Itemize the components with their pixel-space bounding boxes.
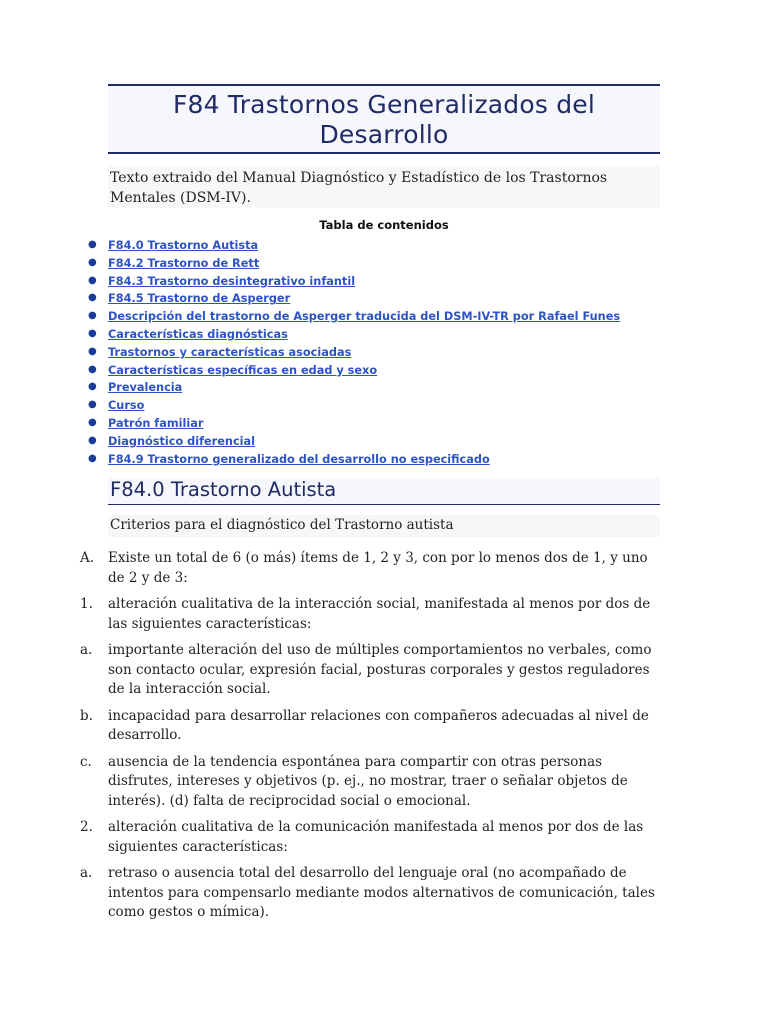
- toc-link-prevalencia[interactable]: Prevalencia: [108, 381, 183, 395]
- list-marker: A.: [80, 550, 95, 567]
- toc-link-trastorno-desintegrativo[interactable]: F84.3 Trastorno desintegrativo infantil: [108, 274, 356, 288]
- toc-item: [88, 432, 660, 450]
- toc-link-no-especificado[interactable]: F84.9 Trastorno generalizado del desarrollo no especificado: [108, 452, 490, 466]
- intro-paragraph: Texto extraido del Manual Diagnóstico y Estadístico de los Trastornos Mentales (DSM-IV).: [108, 166, 660, 208]
- bullet-icon: ●: [88, 274, 97, 286]
- toc-item: [88, 414, 660, 432]
- toc-link-patron-familiar[interactable]: Patrón familiar: [108, 416, 204, 430]
- bullet-icon: ●: [88, 363, 97, 375]
- list-item-text: alteración cualitativa de la interacción social, manifestada al menos por dos de las siguientes características:: [108, 596, 651, 632]
- section-heading-box: [108, 478, 660, 505]
- list-marker: 2.: [80, 819, 93, 836]
- toc-item: [88, 272, 660, 290]
- section-subtitle: Criterios para el diagnóstico del Trastorno autista: [108, 515, 660, 537]
- bullet-icon: ●: [88, 416, 97, 428]
- list-item-text: Existe un total de 6 (o más) ítems de 1, 2 y 3, con por lo menos dos de 1, y uno de 2 y de 3:: [108, 550, 648, 586]
- toc-link-edad-sexo[interactable]: Características específicas en edad y sexo: [108, 363, 378, 377]
- toc-link-trastorno-autista[interactable]: F84.0 Trastorno Autista: [108, 239, 259, 252]
- toc-link-trastorno-rett[interactable]: F84.2 Trastorno de Rett: [108, 256, 260, 270]
- list-item-text: incapacidad para desarrollar relaciones con compañeros adecuadas al nivel de desarrollo.: [108, 707, 649, 744]
- toc-link-trastorno-asperger[interactable]: F84.5 Trastorno de Asperger: [108, 292, 291, 306]
- list-item-text: alteración cualitativa de la comunicación manifestada al menos por dos de las siguientes características:: [108, 819, 644, 855]
- list-marker: c.: [80, 753, 92, 770]
- bullet-icon: ●: [88, 434, 97, 446]
- list-item: [80, 707, 660, 746]
- bullet-icon: ●: [88, 310, 97, 322]
- list-marker: a.: [80, 642, 93, 659]
- list-marker: a.: [80, 865, 93, 882]
- toc-link-curso[interactable]: Curso: [108, 399, 145, 413]
- toc-item: [88, 236, 660, 254]
- bullet-icon: ●: [88, 239, 97, 250]
- list-item: [80, 641, 660, 700]
- toc-item: [88, 343, 660, 361]
- title-banner: [108, 84, 660, 154]
- list-marker: b.: [80, 707, 93, 724]
- toc-link-diagnostico-diferencial[interactable]: Diagnóstico diferencial: [108, 434, 256, 448]
- page-title: F84 Trastornos Generalizados del Desarrollo: [172, 90, 596, 149]
- list-item: [80, 818, 660, 857]
- list-item-text: importante alteración del uso de múltiples comportamientos no verbales, como son contacto ocular, expresión facial, posturas corporales y gestos reguladores de la interacción social.: [108, 642, 652, 698]
- list-item-text: retraso o ausencia total del desarrollo del lenguaje oral (no acompañado de intentos para compensarlo mediante modos alternativos de comunicación, tales como gestos o mímica).: [108, 865, 655, 921]
- toc-heading: Tabla de contenidos: [319, 218, 449, 232]
- criteria-list: [80, 549, 660, 923]
- toc-item: [88, 254, 660, 272]
- toc-item: [88, 325, 660, 343]
- toc-item: [88, 361, 660, 379]
- toc-item: [88, 378, 660, 396]
- bullet-icon: ●: [88, 399, 97, 411]
- table-of-contents: [88, 236, 660, 467]
- bullet-icon: ●: [88, 256, 97, 268]
- toc-item: [88, 289, 660, 307]
- list-item-text: ausencia de la tendencia espontánea para compartir con otras personas disfrutes, intereses y objetivos (p. ej., no mostrar, traer o señalar objetos de interés). (d) falta de reciprocidad social o emocional.: [108, 753, 628, 809]
- toc-item: [88, 450, 660, 468]
- list-item: [80, 864, 660, 923]
- toc-link-caracteristicas-diagnosticas[interactable]: Características diagnósticas: [108, 327, 288, 341]
- toc-item: [88, 307, 660, 325]
- bullet-icon: ●: [88, 292, 97, 304]
- bullet-icon: ●: [88, 327, 97, 339]
- bullet-icon: ●: [88, 381, 97, 393]
- bullet-icon: ●: [88, 345, 97, 357]
- toc-item: [88, 396, 660, 414]
- list-item: [80, 549, 660, 588]
- section-heading: F84.0 Trastorno Autista: [110, 478, 337, 502]
- toc-link-descripcion-asperger[interactable]: Descripción del trastorno de Asperger traducida del DSM-IV-TR por Rafael Funes: [108, 310, 621, 324]
- document-page: [80, 84, 660, 930]
- bullet-icon: ●: [88, 452, 97, 464]
- list-item: [80, 595, 660, 634]
- list-item: [80, 753, 660, 812]
- list-marker: 1.: [80, 596, 93, 613]
- toc-link-trastornos-asociados[interactable]: Trastornos y características asociadas: [108, 345, 352, 359]
